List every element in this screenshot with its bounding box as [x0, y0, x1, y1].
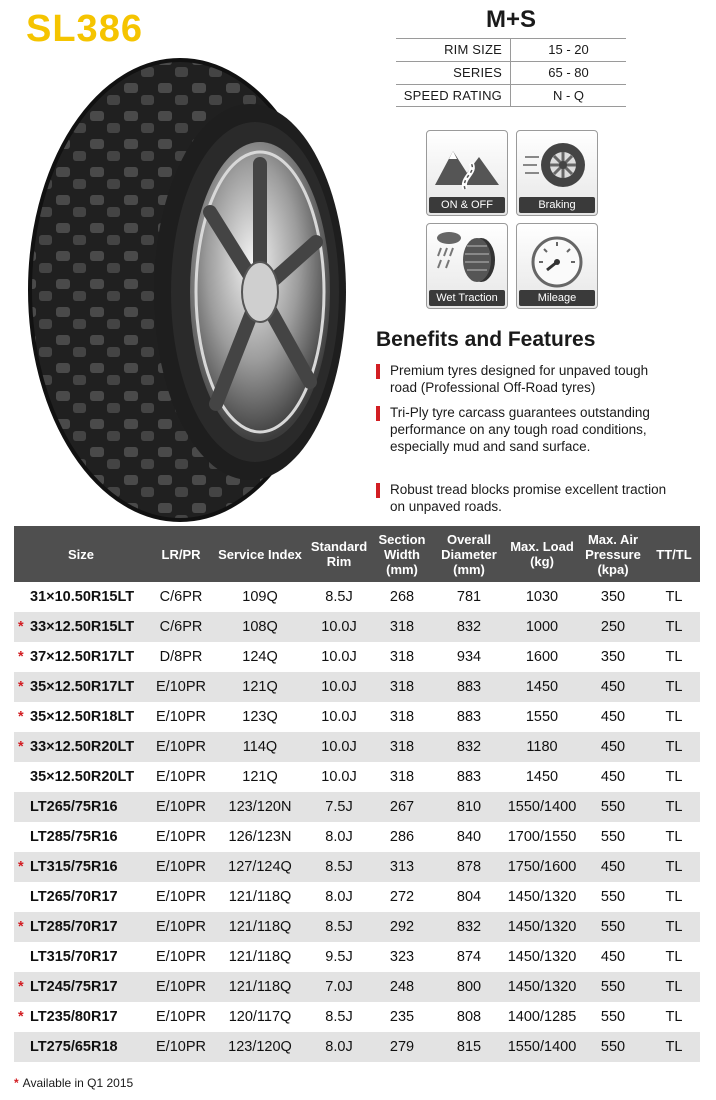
cell-index: 123/120Q: [214, 1032, 306, 1062]
cell-lrpr: E/10PR: [148, 672, 214, 702]
cell-diameter: 832: [432, 612, 506, 642]
cell-lrpr: E/10PR: [156, 1009, 206, 1025]
size-text: LT275/65R18: [30, 1039, 118, 1055]
table-row: [14, 582, 700, 612]
cell-rim: 8.0J: [325, 889, 353, 905]
category-title: M+S: [485, 6, 536, 33]
size-text: LT315/75R16: [30, 859, 118, 875]
col-header: Overall Diameter (mm): [432, 526, 506, 582]
col-header: Section Width (mm): [372, 526, 432, 582]
cell-size: [14, 972, 148, 1002]
cell-width: 286: [389, 829, 415, 845]
availability-marker: *: [18, 709, 24, 725]
speedometer-icon: [517, 226, 597, 290]
spec-label: SPEED RATING: [403, 88, 502, 103]
cell-rim: 8.0J: [325, 829, 353, 845]
cell-pressure: 550: [600, 1009, 626, 1025]
cell-rim: 8.5J: [306, 912, 372, 942]
spec-row-series: [396, 61, 626, 84]
cell-load: 1550: [525, 709, 559, 725]
cell-pressure: 450: [600, 709, 626, 725]
availability-marker: *: [18, 1009, 24, 1025]
rain-tire-icon: [427, 226, 507, 290]
table-row: [14, 942, 700, 972]
cell-lrpr: E/10PR: [148, 912, 214, 942]
cell-pressure: 550: [578, 912, 648, 942]
table-row: [14, 1002, 700, 1032]
table-row: [14, 702, 700, 732]
cell-pressure: 350: [600, 649, 626, 665]
cell-diameter: 832: [432, 732, 506, 762]
size-text: 35×12.50R18LT: [30, 709, 135, 725]
cell-load: 1450: [506, 672, 578, 702]
cell-load: 1030: [525, 589, 559, 605]
cell-pressure: 450: [578, 852, 648, 882]
cell-lrpr: E/10PR: [148, 792, 214, 822]
table-row: [14, 642, 700, 672]
cell-size: [14, 852, 148, 882]
cell-size: [14, 882, 148, 912]
size-text: 35×12.50R20LT: [30, 769, 135, 785]
cell-lrpr: E/10PR: [148, 732, 214, 762]
cell-width: 323: [389, 949, 415, 965]
cell-index: 121Q: [214, 672, 306, 702]
cell-lrpr: E/10PR: [148, 852, 214, 882]
cell-tttl: TL: [665, 889, 683, 905]
table-row: [14, 912, 700, 942]
cell-pressure: 450: [600, 769, 626, 785]
cell-load: 1750/1600: [506, 852, 578, 882]
feature-label: Braking: [519, 197, 595, 213]
cell-load: 1450/1320: [506, 972, 578, 1002]
cell-diameter: 883: [432, 672, 506, 702]
cell-index: 123/120N: [214, 792, 306, 822]
cell-tttl: TL: [665, 949, 683, 965]
cell-width: 318: [389, 649, 415, 665]
col-header: TT/TL: [648, 526, 700, 582]
cell-size: [14, 1032, 148, 1062]
cell-tttl: TL: [665, 769, 683, 785]
feature-wet-traction: [426, 223, 508, 309]
cell-width: 318: [389, 709, 415, 725]
cell-size: [14, 672, 148, 702]
cell-pressure: 550: [578, 792, 648, 822]
cell-pressure: 450: [578, 732, 648, 762]
cell-tttl: TL: [648, 852, 700, 882]
table-row: [14, 612, 700, 642]
cell-index: 121/118Q: [228, 889, 292, 905]
mountain-road-icon: [427, 133, 507, 197]
cell-width: 313: [372, 852, 432, 882]
spec-value: N - Q: [552, 88, 585, 103]
cell-width: 292: [372, 912, 432, 942]
cell-size: [14, 702, 148, 732]
cell-pressure: 550: [578, 1032, 648, 1062]
availability-marker: *: [18, 649, 24, 665]
cell-size: [14, 642, 148, 672]
braking-wheel-icon: [517, 133, 597, 197]
feature-on-off: [426, 130, 508, 216]
size-text: 33×12.50R15LT: [30, 619, 135, 635]
cell-index: 123Q: [242, 709, 278, 725]
cell-pressure: 350: [600, 589, 626, 605]
availability-marker: *: [18, 619, 24, 635]
cell-rim: 8.5J: [325, 1009, 353, 1025]
table-row: [14, 672, 700, 702]
cell-load: 1450/1320: [507, 949, 577, 965]
cell-index: 121/118Q: [214, 972, 306, 1002]
cell-lrpr: E/10PR: [156, 709, 206, 725]
col-header: Service Index: [214, 526, 306, 582]
cell-pressure: 550: [578, 972, 648, 1002]
availability-marker: *: [18, 679, 24, 695]
cell-diameter: 804: [456, 889, 482, 905]
tire-image: [20, 52, 350, 522]
spec-value: 15 - 20: [548, 42, 589, 57]
cell-load: 1400/1285: [507, 1009, 577, 1025]
cell-lrpr: E/10PR: [148, 972, 214, 1002]
product-model-title: SL386: [26, 8, 143, 50]
cell-diameter: 934: [456, 649, 482, 665]
availability-marker: *: [18, 739, 24, 755]
cell-size: [14, 822, 148, 852]
cell-index: 108Q: [214, 612, 306, 642]
cell-diameter: 815: [432, 1032, 506, 1062]
col-header: LR/PR: [148, 526, 214, 582]
cell-size: [14, 792, 148, 822]
cell-load: 1550/1400: [506, 792, 578, 822]
feature-label: Mileage: [519, 290, 595, 306]
cell-rim: 10.0J: [306, 612, 372, 642]
cell-lrpr: E/10PR: [156, 949, 206, 965]
table-row: [14, 882, 700, 912]
col-header: Max. Load (kg): [506, 526, 578, 582]
cell-size: [14, 762, 148, 792]
spec-row-rim-size: [396, 38, 626, 61]
feature-braking: [516, 130, 598, 216]
size-text: 37×12.50R17LT: [30, 649, 135, 665]
size-text: LT265/70R17: [30, 889, 118, 905]
cell-pressure: 550: [600, 829, 626, 845]
table-row: [14, 972, 700, 1002]
cell-tttl: TL: [665, 709, 683, 725]
availability-marker: *: [18, 979, 24, 995]
cell-size: [14, 732, 148, 762]
cell-size: [14, 942, 148, 972]
cell-diameter: 883: [456, 769, 482, 785]
cell-index: 127/124Q: [214, 852, 306, 882]
footnote-marker: *: [14, 1076, 19, 1090]
cell-width: 318: [372, 672, 432, 702]
benefit-text: Tri-Ply tyre carcass guarantees outstanding performance on any tough road conditions, especially mud and sand surface.: [390, 405, 650, 454]
cell-load: 1450/1320: [507, 889, 577, 905]
cell-index: 120/117Q: [228, 1009, 292, 1025]
col-header: Max. Air Pressure (kpa): [578, 526, 648, 582]
cell-rim: 7.5J: [306, 792, 372, 822]
size-text: 31×10.50R15LT: [30, 589, 135, 605]
cell-tttl: TL: [648, 672, 700, 702]
size-text: LT285/75R16: [30, 829, 118, 845]
cell-width: 318: [372, 612, 432, 642]
spec-row-speed-rating: [396, 84, 626, 107]
cell-diameter: 840: [456, 829, 482, 845]
size-text: LT245/75R17: [30, 979, 118, 995]
cell-size: [14, 912, 148, 942]
benefit-item: [376, 481, 676, 515]
cell-pressure: 450: [578, 672, 648, 702]
cell-load: 1550/1400: [506, 1032, 578, 1062]
cell-load: 1000: [506, 612, 578, 642]
cell-diameter: 808: [456, 1009, 482, 1025]
cell-size: [14, 582, 148, 612]
spec-label: SERIES: [453, 65, 502, 80]
cell-lrpr: E/10PR: [156, 769, 206, 785]
cell-load: 1450/1320: [506, 912, 578, 942]
cell-rim: 10.0J: [321, 709, 357, 725]
cell-tttl: TL: [648, 1032, 700, 1062]
cell-width: 248: [372, 972, 432, 1002]
cell-tttl: TL: [665, 1009, 683, 1025]
cell-pressure: 250: [578, 612, 648, 642]
cell-rim: 7.0J: [306, 972, 372, 1002]
cell-tttl: TL: [648, 792, 700, 822]
cell-index: 121/118Q: [214, 912, 306, 942]
table-header: [14, 526, 700, 582]
cell-lrpr: C/6PR: [148, 612, 214, 642]
cell-rim: 8.5J: [306, 852, 372, 882]
cell-lrpr: D/8PR: [159, 649, 203, 665]
cell-diameter: 810: [432, 792, 506, 822]
cell-size: [14, 612, 148, 642]
cell-load: 1180: [506, 732, 578, 762]
cell-diameter: 874: [456, 949, 482, 965]
size-text: LT285/70R17: [30, 919, 118, 935]
size-text: LT265/75R16: [30, 799, 118, 815]
cell-size: [14, 1002, 148, 1032]
table-row: [14, 852, 700, 882]
cell-tttl: TL: [665, 649, 683, 665]
table-row: [14, 1032, 700, 1062]
table-row: [14, 792, 700, 822]
cell-width: 318: [389, 769, 415, 785]
cell-width: 267: [372, 792, 432, 822]
cell-rim: 10.0J: [321, 769, 357, 785]
cell-diameter: 800: [432, 972, 506, 1002]
cell-tttl: TL: [665, 589, 683, 605]
cell-pressure: 550: [600, 889, 626, 905]
cell-pressure: 450: [600, 949, 626, 965]
cell-index: 124Q: [242, 649, 278, 665]
cell-index: 114Q: [214, 732, 306, 762]
cell-width: 279: [372, 1032, 432, 1062]
benefits-title: Benefits and Features: [376, 328, 596, 351]
table-row: [14, 762, 700, 792]
size-text: 33×12.50R20LT: [30, 739, 135, 755]
col-header: Size: [14, 526, 148, 582]
cell-index: 109Q: [242, 589, 278, 605]
size-text: 35×12.50R17LT: [30, 679, 135, 695]
cell-rim: 10.0J: [306, 672, 372, 702]
feature-label: ON & OFF: [429, 197, 505, 213]
footnote: [14, 1076, 133, 1090]
availability-marker: *: [18, 859, 24, 875]
table-row: [14, 822, 700, 852]
table-row: [14, 732, 700, 762]
size-text: LT235/80R17: [30, 1009, 118, 1025]
cell-index: 121Q: [242, 769, 278, 785]
cell-diameter: 878: [432, 852, 506, 882]
cell-width: 272: [389, 889, 415, 905]
cell-load: 1600: [525, 649, 559, 665]
benefit-text: Premium tyres designed for unpaved tough road (Professional Off-Road tyres): [390, 363, 649, 395]
cell-width: 235: [389, 1009, 415, 1025]
cell-tttl: TL: [648, 972, 700, 1002]
cell-lrpr: E/10PR: [156, 829, 206, 845]
col-header: Standard Rim: [306, 526, 372, 582]
spec-value: 65 - 80: [548, 65, 589, 80]
cell-width: 268: [389, 589, 415, 605]
cell-load: 1700/1550: [507, 829, 577, 845]
cell-rim: 8.0J: [306, 1032, 372, 1062]
cell-index: 121/118Q: [228, 949, 292, 965]
benefit-item: [376, 362, 676, 396]
spec-label: RIM SIZE: [444, 42, 502, 57]
benefit-text: Robust tread blocks promise excellent traction on unpaved roads.: [390, 482, 667, 514]
cell-lrpr: C/6PR: [159, 589, 203, 605]
cell-rim: 10.0J: [306, 732, 372, 762]
size-text: LT315/70R17: [30, 949, 118, 965]
cell-rim: 10.0J: [321, 649, 357, 665]
benefit-item: [376, 404, 676, 455]
cell-load: 1450: [525, 769, 559, 785]
cell-diameter: 832: [432, 912, 506, 942]
size-table: [14, 526, 700, 1062]
cell-lrpr: E/10PR: [156, 889, 206, 905]
feature-mileage: [516, 223, 598, 309]
cell-rim: 8.5J: [325, 589, 353, 605]
cell-width: 318: [372, 732, 432, 762]
cell-tttl: TL: [648, 732, 700, 762]
availability-marker: *: [18, 919, 24, 935]
cell-lrpr: E/10PR: [148, 1032, 214, 1062]
cell-tttl: TL: [648, 612, 700, 642]
footnote-text: Available in Q1 2015: [22, 1076, 134, 1090]
cell-index: 126/123N: [228, 829, 292, 845]
feature-label: Wet Traction: [429, 290, 505, 306]
cell-diameter: 781: [456, 589, 482, 605]
cell-rim: 9.5J: [325, 949, 353, 965]
cell-diameter: 883: [456, 709, 482, 725]
cell-tttl: TL: [648, 912, 700, 942]
cell-tttl: TL: [665, 829, 683, 845]
